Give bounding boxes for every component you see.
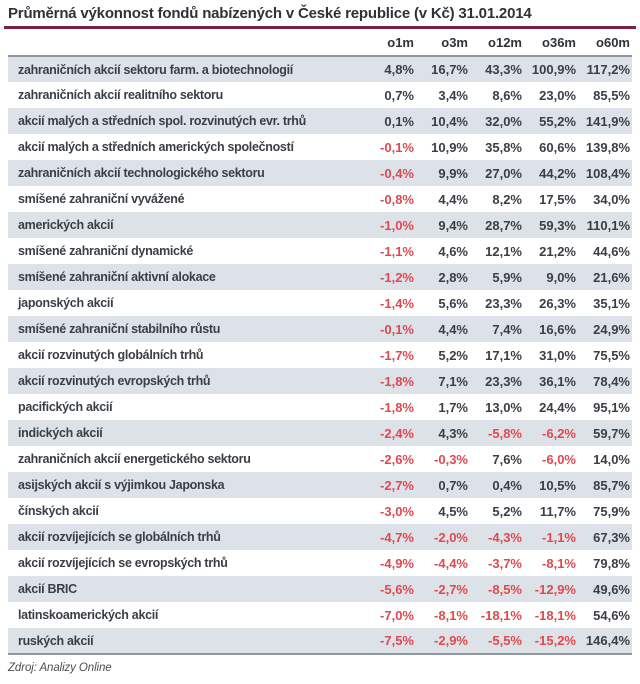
performance-value: 75,5% (593, 347, 630, 363)
performance-value: 9,0% (546, 269, 576, 285)
table-header (8, 29, 632, 56)
performance-value: 9,4% (438, 217, 468, 233)
fund-category-label: smíšené zahraniční aktivní alokace (18, 270, 216, 284)
table-row (8, 290, 632, 316)
performance-value: -1,4% (380, 295, 414, 311)
performance-value: 43,3% (485, 62, 522, 77)
table-row (8, 420, 632, 446)
performance-value: 10,9% (431, 139, 468, 155)
fund-category-label: čínských akcií (18, 504, 99, 518)
table-row (8, 82, 632, 108)
fund-category-label: amerických akcií (18, 218, 114, 232)
performance-value: 117,2% (586, 62, 630, 77)
performance-value: -2,6% (380, 451, 414, 467)
table-row (8, 446, 632, 472)
performance-value: -3,7% (488, 555, 522, 571)
performance-value: 34,0% (593, 191, 630, 207)
performance-value: 24,9% (593, 321, 630, 337)
table-row (8, 602, 632, 628)
performance-value: -2,4% (380, 425, 414, 441)
fund-category-label: asijských akcií s výjimkou Japonska (18, 478, 225, 492)
performance-value: 0,7% (384, 87, 414, 103)
table-row (8, 316, 632, 342)
fund-category-label: akcií rozvíjejících se evropských trhů (18, 556, 228, 570)
performance-value: 7,6% (492, 451, 522, 467)
performance-value: -5,8% (488, 425, 522, 441)
performance-value: 10,4% (431, 113, 468, 129)
performance-value: 4,8% (384, 62, 414, 77)
performance-value: -3,0% (380, 503, 414, 519)
performance-value: -1,1% (380, 243, 414, 259)
performance-value: -7,0% (380, 607, 414, 623)
performance-value: -12,9% (534, 581, 576, 597)
performance-value: -2,9% (434, 633, 468, 648)
performance-value: -0,4% (380, 165, 414, 181)
performance-value: 54,6% (593, 607, 630, 623)
fund-category-label: indických akcií (18, 426, 103, 440)
performance-value: 85,5% (593, 87, 630, 103)
table-row (8, 628, 632, 654)
fund-category-label: akcií rozvinutých globálních trhů (18, 348, 204, 362)
performance-value: 139,8% (585, 139, 630, 155)
performance-value: 7,1% (438, 373, 468, 389)
performance-value: -2,0% (434, 529, 468, 545)
performance-value: -7,5% (380, 633, 414, 648)
performance-value: -8,5% (488, 581, 522, 597)
column-header-o60m: o60m (596, 35, 630, 50)
performance-value: 12,1% (485, 243, 522, 259)
performance-value: 5,2% (492, 503, 522, 519)
performance-value: 2,8% (438, 269, 468, 285)
performance-value: -1,7% (380, 347, 414, 363)
column-header-category (8, 29, 362, 56)
performance-value: 5,6% (438, 295, 468, 311)
performance-value: 4,6% (438, 243, 468, 259)
table-row (8, 186, 632, 212)
performance-value: 16,7% (431, 62, 468, 77)
performance-value: 3,4% (438, 87, 468, 103)
performance-value: 44,2% (539, 165, 576, 181)
table-row (8, 550, 632, 576)
performance-value: -2,7% (380, 477, 414, 493)
performance-value: 23,0% (539, 87, 576, 103)
performance-value: 27,0% (485, 165, 522, 181)
performance-value: -6,2% (542, 425, 576, 441)
performance-value: 4,4% (438, 191, 468, 207)
performance-value: 0,4% (492, 477, 522, 493)
fund-category-label: smíšené zahraniční dynamické (18, 244, 194, 258)
table-row (8, 368, 632, 394)
performance-value: 31,0% (539, 347, 576, 363)
performance-value: 44,6% (593, 243, 630, 259)
performance-value: 23,3% (485, 373, 522, 389)
fund-category-label: zahraničních akcií technologického sektoru (18, 166, 265, 180)
performance-value: -0,1% (380, 321, 414, 337)
performance-value: 4,3% (438, 425, 468, 441)
performance-value: 55,2% (539, 113, 576, 129)
performance-value: -15,2% (534, 633, 576, 648)
performance-value: 17,5% (539, 191, 576, 207)
table-row (8, 238, 632, 264)
table-row (8, 472, 632, 498)
column-header-o3m: o3m (441, 35, 468, 50)
performance-value: 21,2% (539, 243, 576, 259)
performance-value: 8,6% (492, 87, 522, 103)
performance-value: -4,4% (434, 555, 468, 571)
performance-value: 11,7% (539, 503, 576, 519)
performance-value: 13,0% (485, 399, 522, 415)
table-row (8, 134, 632, 160)
performance-value: -4,9% (380, 555, 414, 571)
performance-table (8, 29, 632, 655)
performance-value: -0,3% (434, 451, 468, 467)
performance-value: 35,8% (485, 139, 522, 155)
performance-value: 59,3% (539, 217, 576, 233)
fund-category-label: japonských akcií (18, 296, 114, 310)
performance-value: 8,2% (492, 191, 522, 207)
performance-value: -1,8% (380, 399, 414, 415)
performance-value: -2,7% (434, 581, 468, 597)
performance-value: 5,9% (492, 269, 522, 285)
table-row (8, 576, 632, 602)
performance-value: -1,1% (542, 529, 576, 545)
performance-value: 0,7% (438, 477, 468, 493)
fund-category-label: zahraničních akcií realitního sektoru (18, 88, 223, 102)
table-row (8, 498, 632, 524)
table-row (8, 160, 632, 186)
performance-value: 16,6% (539, 321, 576, 337)
fund-category-label: zahraničních akcií sektoru farm. a biotechnologií (18, 62, 293, 77)
performance-value: 28,7% (485, 217, 522, 233)
performance-value: -1,8% (380, 373, 414, 389)
performance-value: -18,1% (480, 607, 522, 623)
performance-value: -0,1% (380, 139, 414, 155)
performance-value: -5,5% (488, 633, 522, 648)
performance-value: 23,3% (485, 295, 522, 311)
performance-value: 21,6% (593, 269, 630, 285)
performance-value: 10,5% (539, 477, 576, 493)
performance-value: -1,2% (380, 269, 414, 285)
performance-value: 67,3% (593, 529, 630, 545)
performance-value: 85,7% (593, 477, 630, 493)
performance-value: 59,7% (593, 425, 630, 441)
performance-value: -1,0% (380, 217, 414, 233)
performance-value: 14,0% (593, 451, 630, 467)
table-row (8, 342, 632, 368)
performance-value: -4,7% (380, 529, 414, 545)
table-row (8, 394, 632, 420)
fund-category-label: akcií BRIC (18, 582, 77, 596)
performance-value: -4,3% (488, 529, 522, 545)
table-body (8, 56, 632, 654)
performance-value: -18,1% (534, 607, 576, 623)
performance-value: -8,1% (434, 607, 468, 623)
table-header-row (8, 29, 632, 56)
fund-category-label: akcií malých a středních spol. rozvinutých evr. trhů (18, 114, 306, 128)
performance-value: 95,1% (593, 399, 630, 415)
performance-value: 0,1% (384, 113, 414, 129)
performance-value: -0,8% (380, 191, 414, 207)
performance-value: 35,1% (593, 295, 630, 311)
performance-value: 146,4% (585, 633, 630, 648)
fund-category-label: smíšené zahraniční vyvážené (18, 192, 185, 206)
performance-value: 49,6% (593, 581, 630, 597)
performance-value: 108,4% (585, 165, 630, 181)
performance-value: 100,9% (531, 62, 576, 77)
performance-value: 4,4% (438, 321, 468, 337)
performance-value: 4,5% (438, 503, 468, 519)
performance-value: 110,1% (586, 217, 630, 233)
performance-value: 79,8% (593, 555, 630, 571)
fund-category-label: pacifických akcií (18, 400, 113, 414)
fund-category-label: akcií malých a středních amerických společností (18, 140, 294, 154)
performance-value: -6,0% (542, 451, 576, 467)
fund-category-label: zahraničních akcií energetického sektoru (18, 452, 251, 466)
column-header-o12m: o12m (488, 35, 522, 50)
performance-value: 7,4% (492, 321, 522, 337)
performance-value: 9,9% (438, 165, 468, 181)
fund-category-label: smíšené zahraniční stabilního růstu (18, 322, 221, 336)
performance-value: 78,4% (593, 373, 630, 389)
table-row (8, 524, 632, 550)
performance-value: 36,1% (539, 373, 576, 389)
column-header-o36m: o36m (542, 35, 576, 50)
performance-value: 32,0% (485, 113, 522, 129)
page-title: Průměrná výkonnost fondů nabízených v České republice (v Kč) 31.01.2014 (8, 5, 532, 22)
performance-value: 1,7% (438, 399, 468, 415)
performance-value: 26,3% (539, 295, 576, 311)
performance-value: 17,1% (485, 347, 522, 363)
table-row (8, 56, 632, 82)
performance-value: -5,6% (380, 581, 414, 597)
performance-value: 75,9% (593, 503, 630, 519)
fund-category-label: akcií rozvinutých evropských trhů (18, 374, 211, 388)
performance-value: 60,6% (539, 139, 576, 155)
table-row (8, 212, 632, 238)
performance-value: 5,2% (438, 347, 468, 363)
performance-value: 24,4% (539, 399, 576, 415)
performance-value: 141,9% (585, 113, 630, 129)
fund-category-label: ruských akcií (18, 633, 94, 648)
performance-value: -8,1% (542, 555, 576, 571)
table-row (8, 108, 632, 134)
column-header-o1m: o1m (387, 35, 414, 50)
source-note: Zdroj: Analizy Online (8, 662, 112, 674)
fund-category-label: latinskoamerických akcií (18, 608, 159, 622)
fund-category-label: akcií rozvíjejících se globálních trhů (18, 530, 221, 544)
table-row (8, 264, 632, 290)
